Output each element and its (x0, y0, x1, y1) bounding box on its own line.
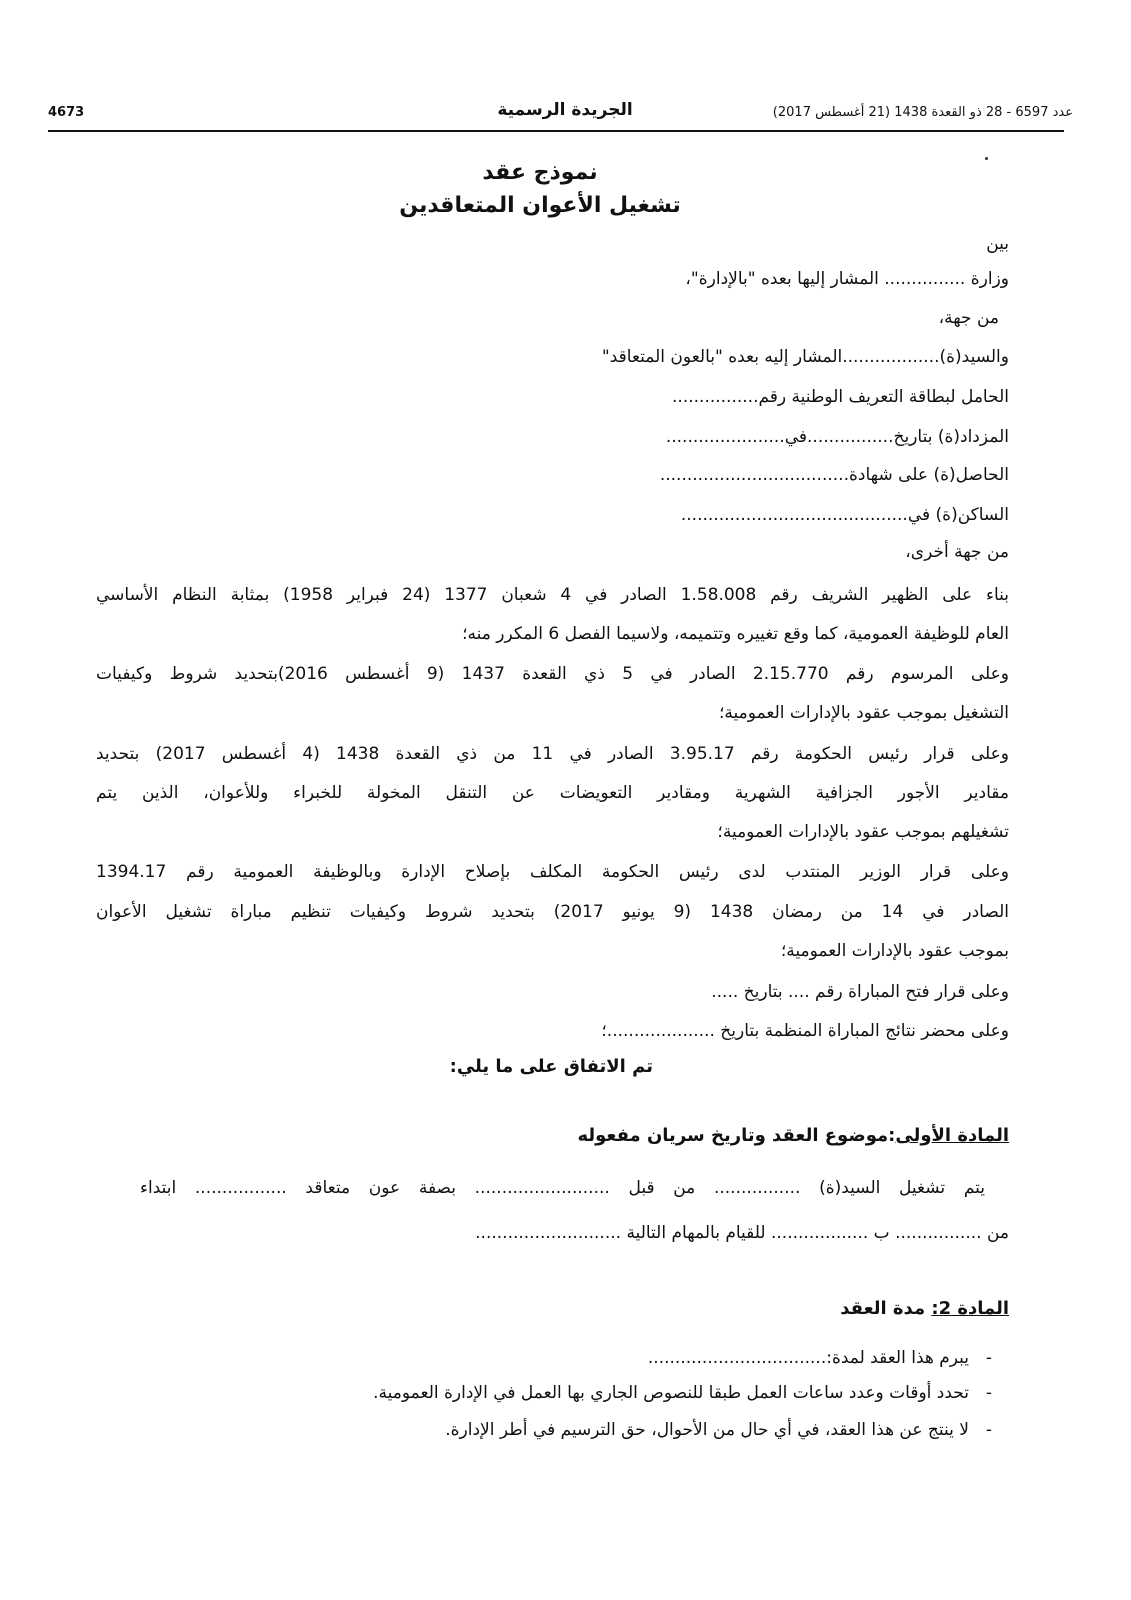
article-2-label: المادة 2: (931, 1298, 1009, 1319)
preamble-line: بموجب عقود بالإدارات العمومية؛ (780, 941, 1009, 961)
preamble-line: التشغيل بموجب عقود بالإدارات العمومية؛ (719, 703, 1009, 723)
article-2-item (445, 1418, 1009, 1442)
page-number: 4673 (48, 105, 85, 120)
article-2-item (373, 1381, 1009, 1405)
party-line: الساكن(ة) في.......................................... (680, 505, 1009, 525)
issue-info: عدد 6597 - 28 ذو القعدة 1438 (21 أغسطس 2017) (772, 105, 1073, 120)
doc-title-line2: تشغيل الأعوان المتعاقدين (399, 193, 681, 218)
article-2-item-text: لا ينتج عن هذا العقد، في أي حال من الأحوال، حق الترسيم في أطر الإدارة. (445, 1420, 969, 1440)
party-line: وزارة ............... المشار إليها بعده "بالإدارة"، (685, 269, 1009, 289)
party-line: من جهة أخرى، (905, 542, 1009, 562)
article-1-title: :موضوع العقد وتاريخ سريان مفعوله (577, 1125, 896, 1146)
party-line: الحامل لبطاقة التعريف الوطنية رقم................ (672, 387, 1009, 407)
article-2-item-text: يبرم هذا العقد لمدة:................................. (647, 1348, 969, 1368)
preamble-line: وعلى قرار رئيس الحكومة رقم 3.95.17 الصادر في 11 من ذي القعدة 1438 (4 أغسطس 2017) بتحديد (96, 744, 1009, 764)
dash-bullet: - (985, 1420, 993, 1440)
article-2-item-text: تحدد أوقات وعدد ساعات العمل طبقا للنصوص الجاري بها العمل في الإدارة العمومية. (373, 1383, 969, 1403)
preamble-line: الصادر في 14 من رمضان 1438 (9 يونيو 2017) بتحديد شروط وكيفيات تنظيم مباراة تشغيل الأعوان (96, 902, 1009, 922)
article-1-line: يتم تشغيل السيد(ة) ................ من قبل ......................... بصفة عون متعاقد ................. ابتداء (140, 1178, 985, 1198)
agreement-heading: تم الاتفاق على ما يلي: (449, 1056, 653, 1077)
party-line: من جهة، (938, 308, 999, 328)
article-1-line: من ................ ب .................. للقيام بالمهام التالية ........................... (475, 1223, 1009, 1243)
article-2-title: مدة العقد (840, 1298, 932, 1319)
article-1-label: المادة الأولى (895, 1125, 1009, 1146)
preamble-line: العام للوظيفة العمومية، كما وقع تغييره وتتميمه، ولاسيما الفصل 6 المكرر منه؛ (462, 624, 1009, 644)
article-2-heading (840, 1298, 1009, 1319)
party-line: المزداد(ة) بتاريخ................في...................... (665, 427, 1009, 447)
preamble-line: وعلى قرار الوزير المنتدب لدى رئيس الحكومة المكلف بإصلاح الإدارة وبالوظيفة العمومية رقم 1394.17 (96, 862, 1009, 882)
preamble-line: وعلى محضر نتائج المباراة المنظمة بتاريخ ....................؛ (601, 1021, 1009, 1041)
dash-bullet: - (985, 1383, 993, 1403)
preamble-line: تشغيلهم بموجب عقود بالإدارات العمومية؛ (717, 822, 1009, 842)
preamble-line: بناء على الظهير الشريف رقم 1.58.008 الصادر في 4 شعبان 1377 (24 فبراير 1958) بمثابة النظام الأساسي (96, 585, 1009, 605)
scan-speck (985, 157, 988, 160)
header-rule (48, 130, 1064, 132)
preamble-line: وعلى قرار فتح المباراة رقم .... بتاريخ ..... (711, 982, 1009, 1002)
party-line: بين (986, 234, 1009, 254)
preamble-line: وعلى المرسوم رقم 2.15.770 الصادر في 5 ذي القعدة 1437 (9 أغسطس 2016)بتحديد شروط وكيفيات (96, 664, 1009, 684)
article-1-heading (577, 1125, 1009, 1146)
dash-bullet: - (985, 1348, 993, 1368)
gazette-name: الجريدة الرسمية (497, 100, 633, 120)
doc-title-line1: نموذج عقد (482, 160, 598, 185)
article-2-item (648, 1346, 1009, 1370)
party-line: والسيد(ة)..................المشار إليه بعده "بالعون المتعاقد" (601, 347, 1009, 367)
preamble-line: مقادير الأجور الجزافية الشهرية ومقادير التعويضات عن التنقل المخولة للخبراء وللأعوان، الذين يتم (96, 783, 1009, 803)
party-line: الحاصل(ة) على شهادة................................... (659, 465, 1009, 485)
